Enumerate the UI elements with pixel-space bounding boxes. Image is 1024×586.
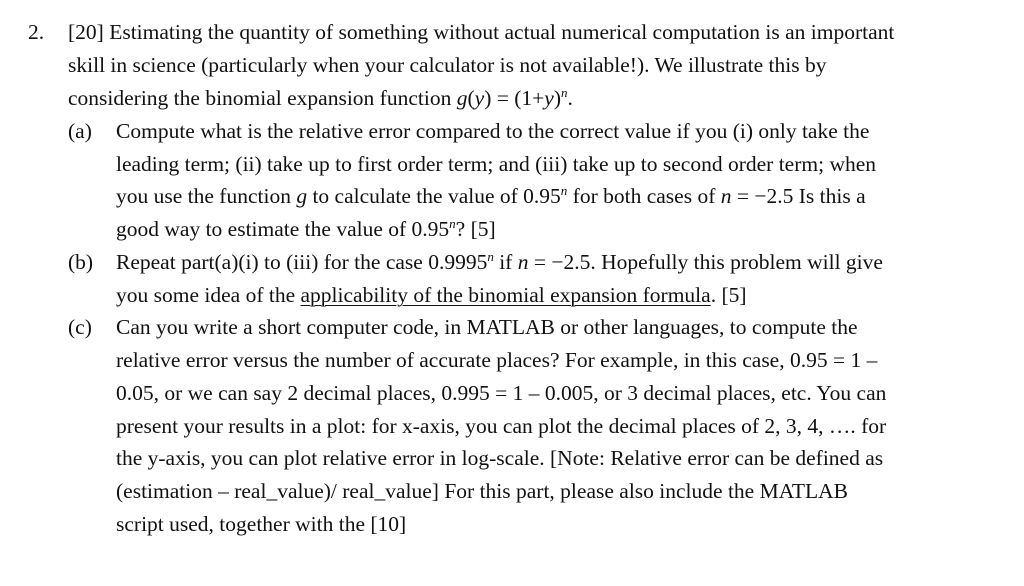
part-b-text: Repeat part(a)(i) to (iii) for the case 0.9995	[116, 250, 488, 274]
math-exponent-n: n	[449, 216, 456, 231]
part-c-line-2: relative error versus the number of accurate places? For example, in this case, 0.95 = 1 –	[116, 348, 878, 372]
part-b-points: . [5]	[710, 283, 747, 307]
part-b-label: (b)	[68, 250, 94, 274]
question-number: 2.	[28, 20, 45, 44]
part-c-line-4: present your results in a plot: for x-axis, you can plot the decimal places of 2, 3, 4, …. for	[116, 414, 887, 438]
part-c-line-1: Can you write a short computer code, in MATLAB or other languages, to compute the	[116, 315, 858, 339]
stem-period: .	[567, 86, 573, 110]
math-exponent-n: n	[487, 249, 494, 264]
part-a-line-3	[116, 183, 866, 209]
question-stem-line-2: skill in science (particularly when your calculator is not available!). We illustrate this by	[68, 53, 827, 77]
part-c-line-3: 0.05, or we can say 2 decimal places, 0.995 = 1 – 0.005, or 3 decimal places, etc. You can	[116, 381, 887, 405]
part-a-text: = −2.5 Is this a	[731, 184, 866, 208]
part-c-label: (c)	[68, 315, 92, 339]
question-stem-line-3	[68, 85, 573, 111]
part-a-line-1: Compute what is the relative error compared to the correct value if you (i) only take the	[116, 119, 870, 143]
part-a-text: you use the function	[116, 184, 297, 208]
math-n: n	[517, 250, 529, 274]
part-b-text: = −2.5. Hopefully this problem will give	[528, 250, 883, 274]
math-exponent-n: n	[560, 85, 568, 100]
question-stem-line-1: [20] Estimating the quantity of something without actual numerical computation is an important	[68, 20, 895, 44]
part-a-text: for both cases of	[567, 184, 721, 208]
part-c-line-5: the y-axis, you can plot relative error in log-scale. [Note: Relative error can be defined as	[116, 446, 884, 470]
part-a-text: good way to estimate the value of 0.95	[116, 217, 450, 241]
math-g: g	[456, 86, 468, 110]
part-a-points: ? [5]	[455, 217, 496, 241]
math-paren-close: )	[553, 86, 561, 110]
binomial-expansion-link[interactable]: applicability of the binomial expansion formula	[300, 283, 711, 307]
math-g: g	[296, 184, 308, 208]
stem-text: considering the binomial expansion function	[68, 86, 457, 110]
part-b-line-2	[116, 282, 747, 308]
math-y: y	[474, 86, 485, 110]
part-a-line-2: leading term; (ii) take up to first order term; and (iii) take up to second order term; when	[116, 152, 877, 176]
part-b-text: you some idea of the	[116, 283, 301, 307]
part-a-line-4	[116, 216, 496, 242]
math-middle: ) = (1+	[484, 86, 545, 110]
math-y2: y	[544, 86, 554, 110]
part-a-label: (a)	[68, 119, 92, 143]
math-paren-open: (	[467, 86, 475, 110]
math-exponent-n: n	[560, 183, 568, 198]
math-n: n	[720, 184, 732, 208]
part-b-text: if	[493, 250, 518, 274]
part-c-line-6: (estimation – real_value)/ real_value] For this part, please also include the MATLAB	[116, 479, 848, 503]
part-a-text: to calculate the value of 0.95	[307, 184, 561, 208]
part-b-line-1	[116, 249, 883, 275]
part-c-line-7: script used, together with the [10]	[116, 512, 407, 536]
